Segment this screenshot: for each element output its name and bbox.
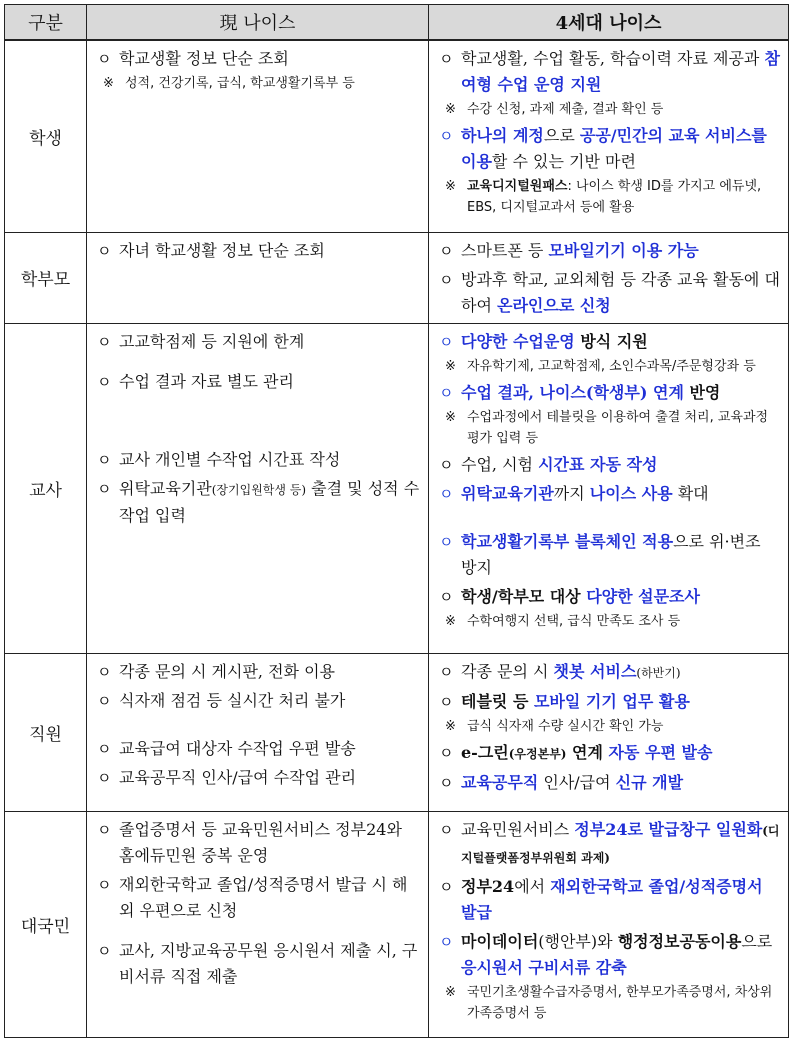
item-text: 모바일기기 이용 가능 xyxy=(548,240,699,260)
item-text: 모바일 기기 업무 활용 xyxy=(533,691,690,711)
item-text: 확대 xyxy=(672,483,709,503)
item-text: 재외한국학교 졸업/성적증명서 발급 xyxy=(461,876,763,922)
item-text: 하나의 계정 xyxy=(461,126,544,145)
bullet-mark: ㅇ xyxy=(439,50,454,68)
list-item xyxy=(437,529,780,581)
list-item xyxy=(437,267,780,319)
item-text: (장기입원학생 등) xyxy=(211,482,307,497)
list-item xyxy=(437,584,780,610)
item-text: 성적, 건강기록, 급식, 학교생활기록부 등 xyxy=(125,76,355,91)
item-text: 수업 결과, 나이스(학생부) 연계 xyxy=(461,382,684,402)
item-text: 고교학점제 등 지원에 한계 xyxy=(119,331,305,351)
item-text: 수업, 시험 xyxy=(461,454,539,474)
item-text: 참여형 수업 운영 지원 xyxy=(461,49,780,94)
item-text: 시간표 자동 작성 xyxy=(538,454,658,474)
bullet-mark: ㅇ xyxy=(439,383,454,402)
row-label-parent: 학부모 xyxy=(5,232,87,323)
list-item xyxy=(437,817,780,871)
note-item xyxy=(437,356,780,377)
bullet-mark: ㅇ xyxy=(97,450,112,469)
item-text: 수강 신청, 과제 제출, 결과 확인 등 xyxy=(467,102,664,117)
bullet-mark: ㅇ xyxy=(97,941,112,960)
note-item xyxy=(437,407,780,449)
table-header-row xyxy=(5,5,789,41)
list-item xyxy=(437,452,780,478)
item-text: 교사 개인별 수작업 시간표 작성 xyxy=(119,449,341,469)
note-item xyxy=(437,716,780,737)
item-text: 공공/민간의 교육 서비스를 이용 xyxy=(461,126,767,171)
note-item xyxy=(437,99,780,120)
note-item xyxy=(437,176,780,218)
item-text: 위탁교육기관 xyxy=(461,483,554,503)
row-label-staff: 직원 xyxy=(5,653,87,811)
header-next: 4세대 나이스 xyxy=(429,5,789,41)
item-text: (디지털플랫폼정부위원회 과제) xyxy=(461,823,780,865)
bullet-mark: ㅇ xyxy=(439,877,454,896)
item-text: 행정정보공동이용 xyxy=(617,931,742,951)
list-item xyxy=(437,689,780,715)
cell-teacher-next xyxy=(429,323,789,653)
note-mark: ※ xyxy=(445,984,456,1000)
list-item xyxy=(437,481,780,507)
item-text: 교육공무직 xyxy=(461,772,539,792)
row-staff xyxy=(5,653,789,811)
item-text: 출결 및 성적 수작업 입력 xyxy=(119,478,420,525)
item-text: e-그린 xyxy=(461,742,509,762)
item-text: 챗봇 서비스 xyxy=(553,661,637,681)
bullet-mark: ㅇ xyxy=(97,50,112,68)
bullet-mark: ㅇ xyxy=(439,587,454,606)
item-text: 정부24로 발급창구 일원화 xyxy=(574,819,763,839)
row-label-student: 학생 xyxy=(5,40,87,232)
comparison-table xyxy=(4,4,789,1038)
note-mark: ※ xyxy=(445,613,456,629)
item-text: 테블릿 등 xyxy=(461,691,534,711)
item-text: 자녀 학교생활 정보 단순 조회 xyxy=(119,240,325,260)
item-text: 각종 문의 시 xyxy=(461,661,554,681)
item-text: 나이스 사용 xyxy=(589,483,673,503)
row-citizen xyxy=(5,811,789,1037)
list-item xyxy=(95,447,420,473)
item-text: 온라인으로 신청 xyxy=(497,295,611,315)
item-text: 수업과정에서 테블릿을 이용하여 출결 처리, 교육과정평가 입력 등 xyxy=(467,409,769,446)
list-item xyxy=(95,736,420,762)
cell-staff-current xyxy=(87,653,429,811)
cell-parent-current xyxy=(87,232,429,323)
item-text: 다양한 수업운영 xyxy=(461,331,575,351)
item-text: 졸업증명서 등 교육민원서비스 정부24와 홈에듀민원 중복 운영 xyxy=(119,819,402,865)
list-item xyxy=(95,688,420,714)
list-item xyxy=(95,46,420,72)
item-text: 교육급여 대상자 수작업 우편 발송 xyxy=(119,738,356,758)
list-item xyxy=(95,476,420,529)
list-item xyxy=(437,238,780,264)
note-mark: ※ xyxy=(445,409,456,425)
item-text: 다양한 설문조사 xyxy=(586,586,700,606)
item-text: 으로 xyxy=(741,931,773,951)
header-category: 구분 xyxy=(5,5,87,41)
bullet-mark: ㅇ xyxy=(439,455,454,474)
cell-citizen-next xyxy=(429,811,789,1037)
bullet-mark: ㅇ xyxy=(97,691,112,710)
cell-student-current xyxy=(87,40,429,232)
item-text: 자동 우편 발송 xyxy=(608,742,713,762)
item-text: (우정본부) xyxy=(508,746,567,761)
cell-parent-next xyxy=(429,232,789,323)
item-text: 위탁교육기관 xyxy=(119,478,212,498)
item-text: 까지 xyxy=(553,483,590,503)
item-text: 자유학기제, 고교학점제, 소인수과목/주문형강좌 등 xyxy=(467,358,756,374)
item-text: 학교생활 정보 단순 조회 xyxy=(119,49,289,68)
item-text: 으로 xyxy=(543,126,580,145)
cell-citizen-current xyxy=(87,811,429,1037)
item-text: 교육공무직 인사/급여 수작업 관리 xyxy=(119,767,357,787)
item-text: 학교생활기록부 블록체인 적용 xyxy=(461,531,674,551)
bullet-mark: ㅇ xyxy=(97,768,112,787)
note-mark: ※ xyxy=(445,102,456,117)
list-item xyxy=(95,238,420,264)
item-text: 식자재 점검 등 실시간 처리 불가 xyxy=(119,690,346,710)
list-item xyxy=(437,123,780,175)
item-text: : 나이스 학생 ID를 가지고 에듀넷, EBS, 디지털교과서 등에 활용 xyxy=(467,179,762,215)
bullet-mark: ㅇ xyxy=(439,662,454,681)
list-item xyxy=(95,938,420,990)
list-item xyxy=(95,369,420,395)
item-text: 교사, 지방교육공무원 응시원서 제출 시, 구비서류 직접 제출 xyxy=(119,940,418,986)
list-item xyxy=(95,817,420,869)
item-text: 각종 문의 시 게시판, 전화 이용 xyxy=(119,661,335,681)
item-text: (하반기) xyxy=(636,665,681,680)
note-item xyxy=(437,611,780,632)
row-teacher xyxy=(5,323,789,653)
row-label-teacher: 교사 xyxy=(5,323,87,653)
item-text: 국민기초생활수급자증명서, 한부모가족증명서, 차상위가족증명서 등 xyxy=(467,984,773,1021)
item-text: 수학여행지 선택, 급식 만족도 조사 등 xyxy=(467,613,681,629)
cell-teacher-current xyxy=(87,323,429,653)
item-text: 에서 xyxy=(514,876,551,896)
list-item xyxy=(437,929,780,981)
cell-staff-next xyxy=(429,653,789,811)
item-text: 방과후 학교, 교외체험 등 각종 교육 활동에 대하여 xyxy=(461,269,780,315)
bullet-mark: ㅇ xyxy=(97,372,112,391)
bullet-mark: ㅇ xyxy=(439,743,454,762)
note-mark: ※ xyxy=(445,718,456,734)
cell-student-next xyxy=(429,40,789,232)
bullet-mark: ㅇ xyxy=(439,773,454,792)
item-text: 방식 지원 xyxy=(574,331,648,351)
list-item xyxy=(437,740,780,767)
list-item xyxy=(95,765,420,791)
item-text: 마이데이터 xyxy=(461,931,539,951)
bullet-mark: ㅇ xyxy=(97,662,112,681)
row-label-citizen: 대국민 xyxy=(5,811,87,1037)
bullet-mark: ㅇ xyxy=(97,332,112,351)
item-text: 으로 위·변조 방지 xyxy=(461,531,761,577)
bullet-mark: ㅇ xyxy=(439,932,454,951)
list-item xyxy=(95,329,420,355)
bullet-mark: ㅇ xyxy=(439,127,454,145)
item-text: 신규 개발 xyxy=(615,772,684,792)
list-item xyxy=(437,659,780,686)
note-mark: ※ xyxy=(445,358,456,374)
item-text: 교육민원서비스 xyxy=(461,819,575,839)
bullet-mark: ㅇ xyxy=(439,241,454,260)
bullet-mark: ㅇ xyxy=(439,532,454,551)
note-item xyxy=(95,73,420,94)
bullet-mark: ㅇ xyxy=(97,739,112,758)
note-mark: ※ xyxy=(445,179,456,194)
list-item xyxy=(437,874,780,926)
row-student xyxy=(5,40,789,232)
item-text: (행안부)와 xyxy=(538,931,618,951)
item-text: 스마트폰 등 xyxy=(461,240,549,260)
list-item xyxy=(95,659,420,685)
item-text: 연계 xyxy=(566,742,609,762)
item-text: 응시원서 구비서류 감축 xyxy=(461,957,627,977)
bullet-mark: ㅇ xyxy=(439,332,454,351)
bullet-mark: ㅇ xyxy=(97,241,112,260)
item-text: 재외한국학교 졸업/성적증명서 발급 시 해외 우편으로 신청 xyxy=(119,874,408,920)
list-item xyxy=(437,329,780,355)
item-text: 반영 xyxy=(683,382,721,402)
bullet-mark: ㅇ xyxy=(97,479,112,498)
bullet-mark: ㅇ xyxy=(97,875,112,894)
row-parent xyxy=(5,232,789,323)
bullet-mark: ㅇ xyxy=(97,820,112,839)
item-text: 할 수 있는 기반 마련 xyxy=(491,152,636,171)
item-text: 인사/급여 xyxy=(538,772,616,792)
bullet-mark: ㅇ xyxy=(439,484,454,503)
item-text: 교육디지털원패스 xyxy=(467,179,568,194)
item-text: 학생/학부모 대상 xyxy=(461,586,587,606)
item-text: 급식 식자재 수량 실시간 확인 가능 xyxy=(467,718,664,734)
list-item xyxy=(437,46,780,98)
list-item xyxy=(95,872,420,924)
item-text: 정부24 xyxy=(461,876,515,896)
bullet-mark: ㅇ xyxy=(439,692,454,711)
list-item xyxy=(437,380,780,406)
header-current: 現 나이스 xyxy=(87,5,429,41)
note-item xyxy=(437,982,780,1024)
note-mark: ※ xyxy=(103,76,114,91)
item-text: 학교생활, 수업 활동, 학습이력 자료 제공과 xyxy=(461,49,765,68)
list-item xyxy=(437,770,780,796)
bullet-mark: ㅇ xyxy=(439,820,454,839)
bullet-mark: ㅇ xyxy=(439,270,454,289)
item-text: 수업 결과 자료 별도 관리 xyxy=(119,371,294,391)
